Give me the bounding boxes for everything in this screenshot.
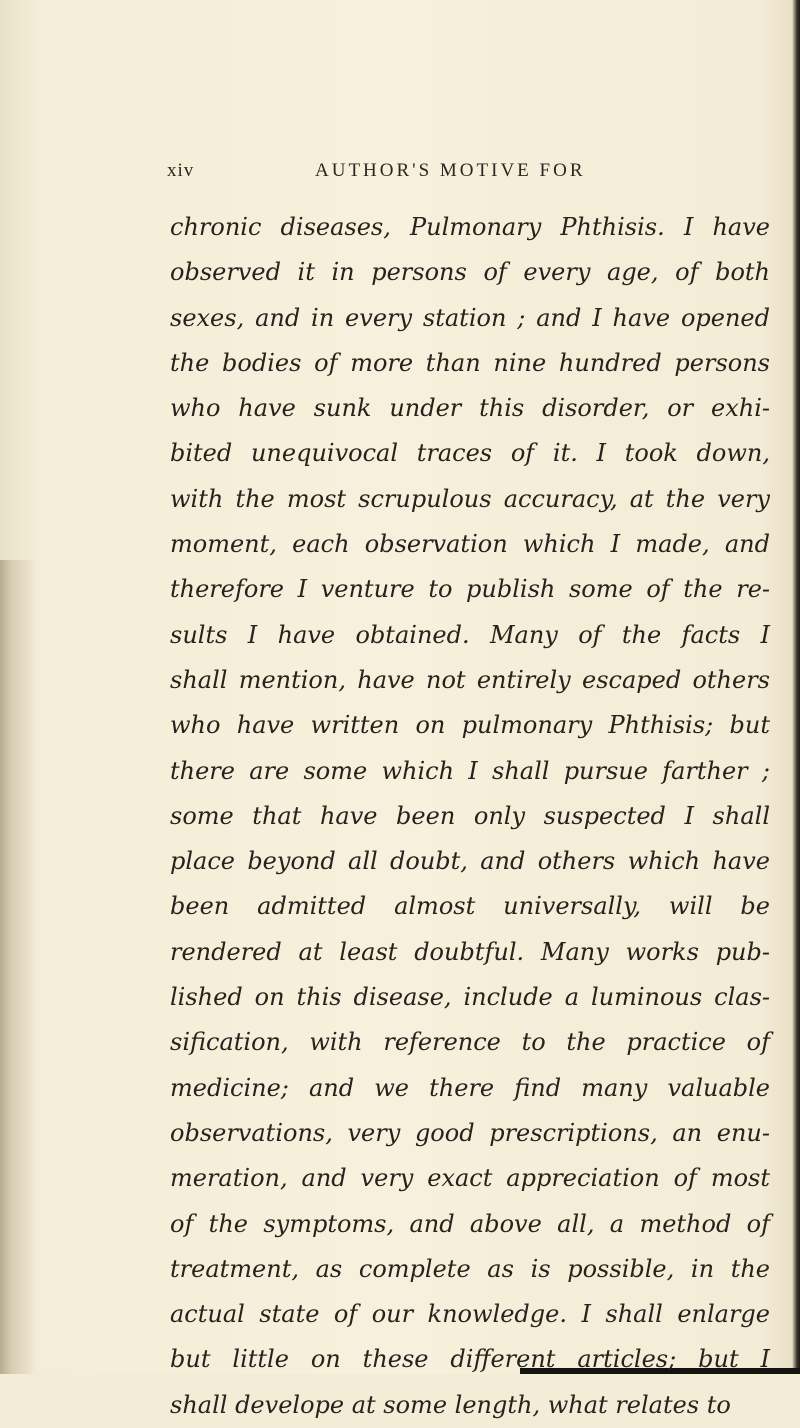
text-line: observed it in persons of every age, of both [170, 258, 770, 287]
text-line: with the most scrupulous accuracy, at the very [170, 484, 770, 513]
text-line: observations, very good prescriptions, an enu- [170, 1118, 770, 1147]
text-line: sults I have obtained. Many of the facts I [170, 620, 770, 649]
text-line: rendered at least doubtful. Many works pub- [170, 937, 770, 966]
running-head-title: AUTHOR'S MOTIVE FOR [315, 160, 586, 181]
text-line: sification, with reference to the practice of [170, 1028, 770, 1057]
text-line: lished on this disease, include a luminous clas- [170, 983, 770, 1012]
text-line: chronic diseases, Pulmonary Phthisis. I have [170, 213, 770, 241]
text-line: actual state of our knowledge. I shall enlarge [170, 1300, 770, 1329]
text-line: who have sunk under this disorder, or exhi- [170, 394, 770, 423]
text-line: the bodies of more than nine hundred persons [170, 348, 770, 377]
text-line: moment, each observation which I made, and [170, 530, 770, 559]
text-line: there are some which I shall pursue farther ; [170, 756, 770, 785]
text-line: medicine; and we there find many valuable [170, 1073, 770, 1102]
page-number: xiv [167, 160, 195, 181]
text-line: who have written on pulmonary Phthisis; but [170, 711, 770, 740]
text-line: some that have been only suspected I shall [170, 801, 770, 830]
running-head [167, 160, 687, 190]
text-line: sexes, and in every station ; and I have opened [170, 303, 770, 332]
text-line: meration, and very exact appreciation of most [170, 1164, 770, 1193]
text-line: shall develope at some length, what relates to [170, 1390, 731, 1419]
text-line: place beyond all doubt, and others which have [170, 847, 770, 876]
text-line: therefore I venture to publish some of the re- [170, 575, 770, 604]
text-line: bited unequivocal traces of it. I took down, [170, 439, 770, 468]
text-line: shall mention, have not entirely escaped others [170, 665, 770, 694]
text-line: of the symptoms, and above all, a method of [170, 1209, 770, 1238]
gutter-shadow [0, 560, 36, 1374]
text-line: been admitted almost universally, will be [170, 892, 770, 921]
page-edge [792, 0, 800, 1374]
text-line: but little on these different articles; but I [170, 1345, 770, 1374]
text-line: treatment, as complete as is possible, in the [170, 1254, 770, 1283]
body-text [170, 205, 770, 1428]
